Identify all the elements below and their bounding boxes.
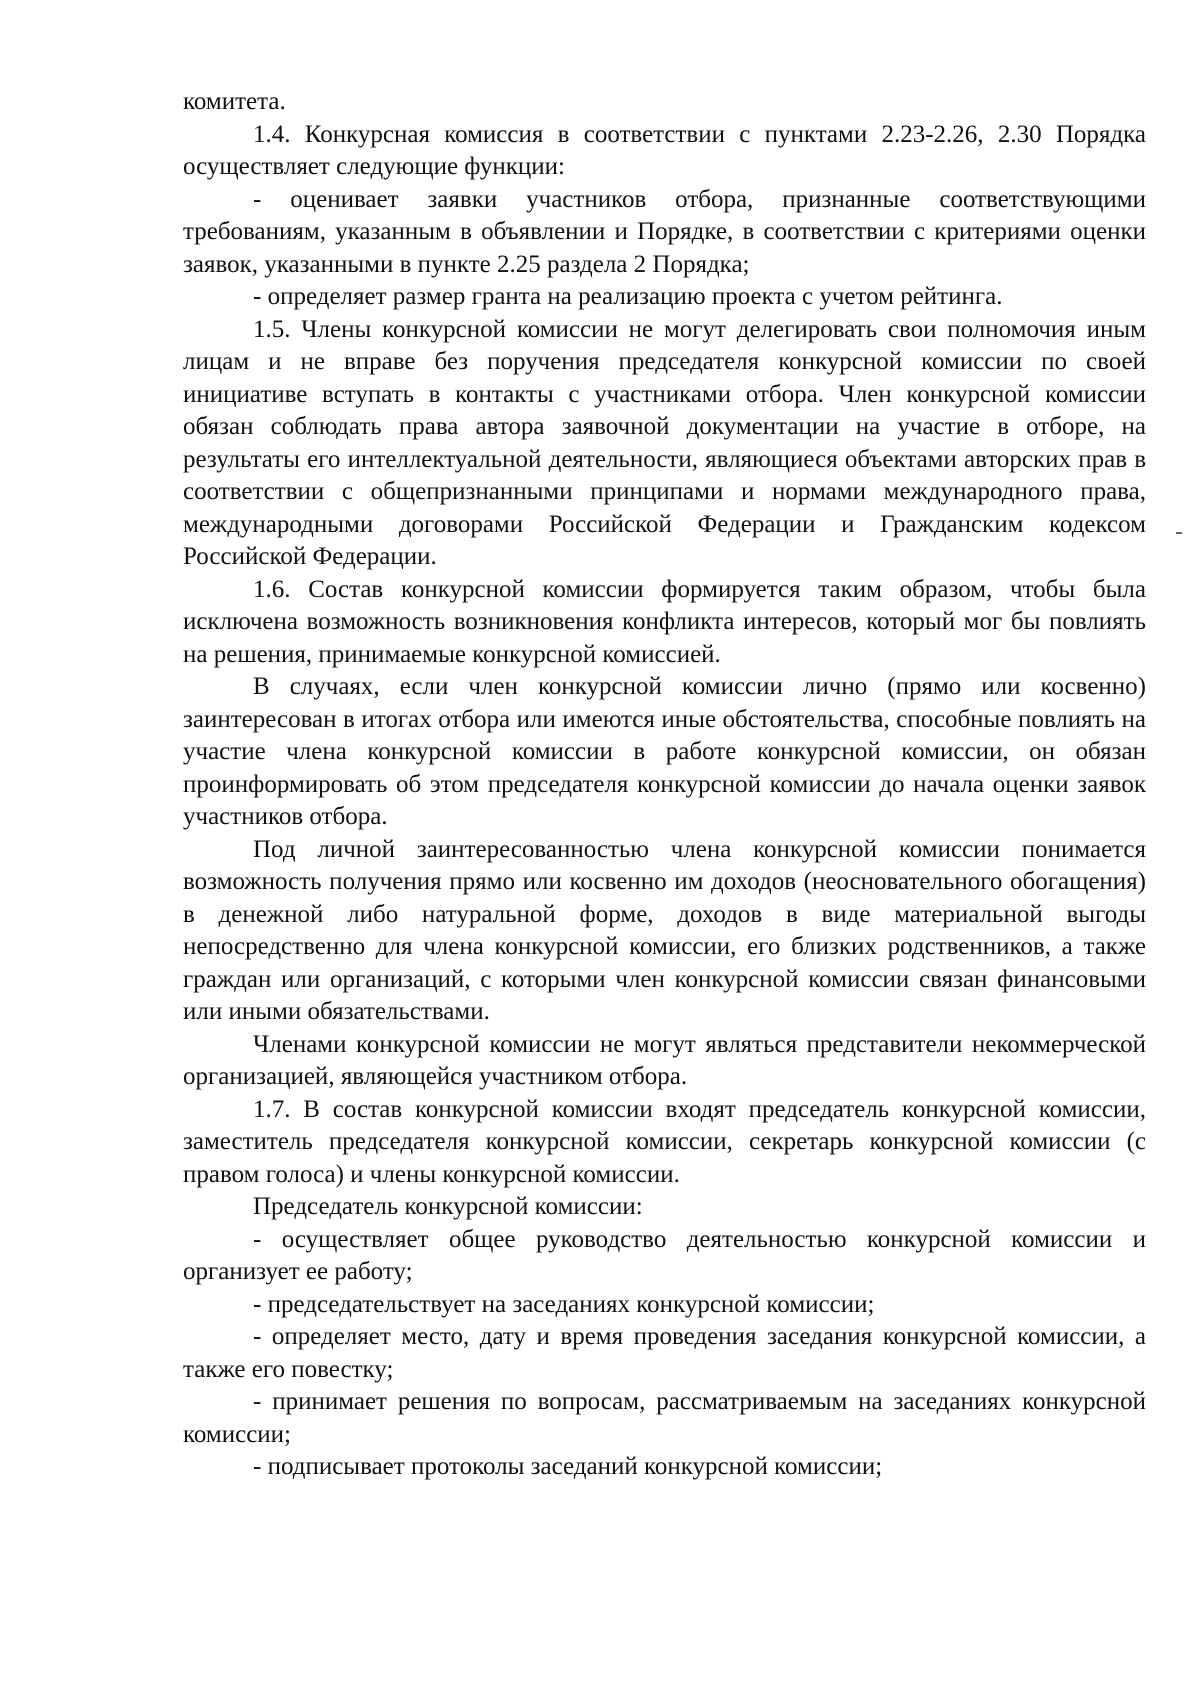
paragraph-16: - подписывает протоколы заседаний конкурсной комиссии; [253, 1453, 883, 1480]
paragraph-9: Членами конкурсной комиссии не могут являться представители некоммерческой организацией, являющейся участником отбора. [183, 1030, 1146, 1090]
paragraph-11: Председатель конкурсной комиссии: [253, 1193, 643, 1220]
paragraph-10: 1.7. В состав конкурсной комиссии входят председатель конкурсной комиссии, заместитель председателя конкурсной комиссии, секретарь конкурсной комиссии (с правом голоса) и члены конкурсной комиссии. [183, 1095, 1146, 1188]
paragraph-4: - определяет размер гранта на реализацию проекта с учетом рейтинга. [253, 283, 1003, 310]
paragraph-12: - осуществляет общее руководство деятельностью конкурсной комиссии и организует ее работу; [183, 1225, 1146, 1285]
paragraph-2: 1.4. Конкурсная комиссия в соответствии с пунктами 2.23-2.26, 2.30 Порядка осуществляет следующие функции: [183, 120, 1146, 180]
scan-mark [1176, 532, 1182, 534]
paragraph-7: В случаях, если член конкурсной комиссии лично (прямо или косвенно) заинтересован в итогах отбора или имеются иные обстоятельства, способные повлиять на участие члена конкурсной комиссии в работе конкурсной комиссии, он обязан проинформировать об этом председателя конкурсной комиссии до начала оценки заявок участников отбора. [183, 673, 1146, 830]
paragraph-1: комитета. [183, 88, 286, 115]
document-page [183, 86, 1146, 1484]
paragraph-15: - принимает решения по вопросам, рассматриваемым на заседаниях конкурсной комиссии; [183, 1388, 1146, 1448]
paragraph-5: 1.5. Члены конкурсной комиссии не могут делегировать свои полномочия иным лицам и не вправе без поручения председателя конкурсной комиссии по своей инициативе вступать в контакты с участниками отбора. Член конкурсной комиссии обязан соблюдать права автора заявочной документации на участие в отборе, на результаты его интеллектуальной деятельности, являющиеся объектами авторских прав в соответствии с общепризнанными принципами и нормами международного права, международными договорами Российской Федерации и Гражданским кодексом Российской Федерации. [183, 315, 1146, 570]
paragraph-3: - оценивает заявки участников отбора, признанные соответствующими требованиям, указанным в объявлении и Порядке, в соответствии с критериями оценки заявок, указанными в пункте 2.25 раздела 2 Порядка; [183, 185, 1146, 278]
paragraph-14: - определяет место, дату и время проведения заседания конкурсной комиссии, а также его повестку; [183, 1323, 1146, 1383]
paragraph-8: Под личной заинтересованностью члена конкурсной комиссии понимается возможность получения прямо или косвенно им доходов (неосновательного обогащения) в денежной либо натуральной форме, доходов в виде материальной выгоды непосредственно для члена конкурсной комиссии, его близких родственников, а также граждан или организаций, с которыми член конкурсной комиссии связан финансовыми или иными обязательствами. [183, 835, 1146, 1025]
paragraph-13: - председательствует на заседаниях конкурсной комиссии; [253, 1290, 875, 1318]
paragraph-6: 1.6. Состав конкурсной комиссии формируется таким образом, чтобы была исключена возможность возникновения конфликта интересов, который мог бы повлиять на решения, принимаемые конкурсной комиссией. [183, 575, 1146, 668]
